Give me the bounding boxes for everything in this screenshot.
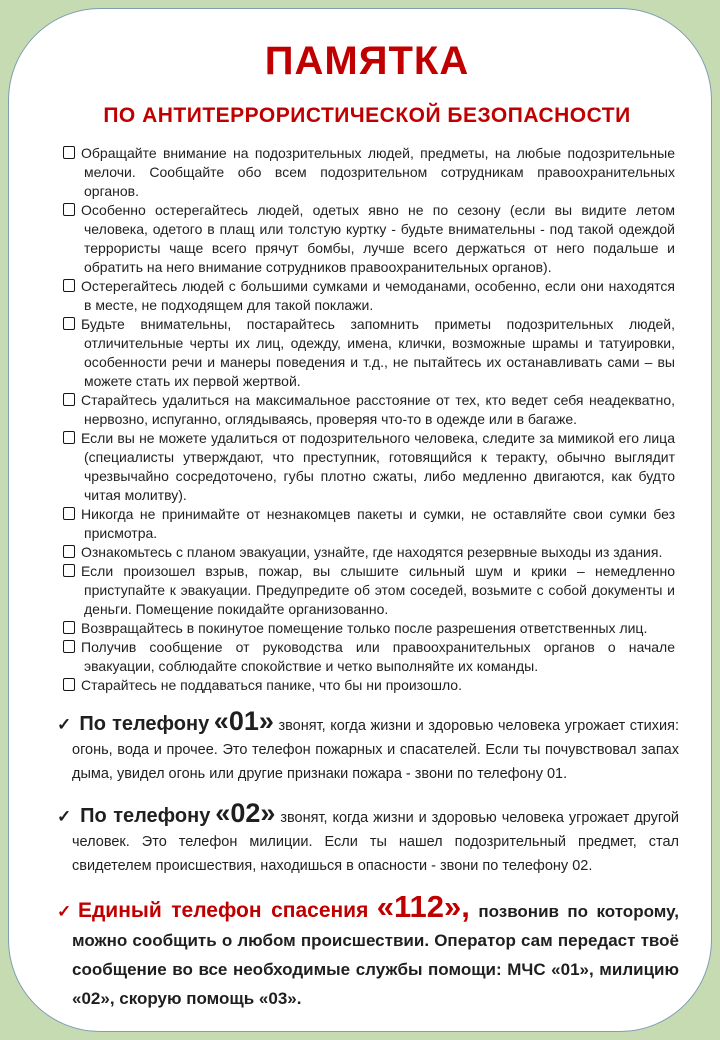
checklist-item-text: Если вы не можете удалиться от подозрительного человека, следите за мимикой его лица (специалисты утверждают, что преступник, готовящийся к теракту, обычно выглядит чрезвычайно сосредоточено, губы плотно сжаты, либо медленно двигаются, как будто читая молитву).: [81, 430, 675, 503]
page-title: ПАМЯТКА: [264, 39, 470, 83]
check-icon: ✓: [57, 715, 72, 734]
phone-item-112: [57, 889, 679, 1013]
checklist-item: [63, 619, 675, 638]
phone-text: звонят, когда жизни и здоровью человека угрожает другой человек. Это телефон милиции. Если ты нашел подозрительный предмет, стал свидетелем происшествия, находишься в опасности - звони по телефону 02.: [72, 809, 680, 874]
checkbox-icon: [63, 564, 75, 577]
phone-number: «02»: [215, 797, 276, 828]
checklist: [55, 144, 679, 695]
checklist-item: [63, 144, 675, 201]
checklist-item: [63, 277, 675, 315]
checklist-item-text: Особенно остерегайтесь людей, одетых явно не по сезону (если вы видите летом человека, одетого в плащ или толстую куртку - будьте внимательны - под такой одеждой террористы чаще всего прячут бомбы, лучше всего держаться от него подальше и обратить на него внимание сотрудников правоохранительных органов).: [81, 202, 675, 275]
checkbox-icon: [63, 317, 75, 330]
checklist-item: [63, 391, 675, 429]
checkbox-icon: [63, 507, 75, 520]
checklist-item-text: Старайтесь не поддаваться панике, что бы ни произошло.: [81, 677, 462, 693]
check-icon: ✓: [57, 806, 73, 826]
phone-text: позвонив по которому, можно сообщить о любом происшествии. Оператор сам передаст твоё сообщение во все необходимые службы помощи: МЧС «01», милицию «02», скорую помощь «03».: [72, 902, 679, 1008]
checkbox-icon: [63, 678, 75, 691]
checklist-item-text: Если произошел взрыв, пожар, вы слышите сильный шум и крики – немедленно приступайте к эвакуации. Предупредите об этом соседей, возьмите с собой документы и деньги. Помещение покидайте организованно.: [81, 563, 675, 617]
phone-item-01: [57, 706, 680, 786]
checklist-item-text: Ознакомьтесь с планом эвакуации, узнайте, где находятся резервные выходы из здания.: [81, 544, 663, 560]
phone-prefix: Единый телефон спасения: [77, 899, 369, 922]
checkbox-icon: [63, 146, 75, 159]
phone-text: звонят, когда жизни и здоровью человека угрожает стихия: огонь, вода и прочее. Это телефон пожарных и спасателей. Если ты почувствовал запах дыма, увидел огонь или другие признаки пожара - звони по телефону 01.: [72, 718, 680, 782]
checklist-item-text: Обращайте внимание на подозрительных людей, предметы, на любые подозрительные мелочи. Сообщайте обо всем подозрительном сотрудникам правоохранительных органов.: [81, 145, 675, 199]
checklist-item-text: Будьте внимательны, постарайтесь запомнить приметы подозрительных людей, отличительные черты их лиц, одежду, имена, клички, возможные шрамы и татуировки, особенности речи и манеры поведения и т.д., не пытайтесь их останавливать сами – вы можете стать их первой жертвой.: [81, 316, 675, 389]
checklist-item: [63, 676, 675, 695]
checklist-item-text: Старайтесь удалиться на максимальное расстояние от тех, кто ведет себя неадекватно, нервозно, испуганно, оглядываясь, проверяя что-то в одежде или в багаже.: [81, 392, 675, 427]
checkbox-icon: [63, 279, 75, 292]
phone-section: [55, 706, 680, 1013]
phone-number: «01»: [213, 706, 274, 736]
checklist-item-text: Получив сообщение от руководства или правоохранительных органов о начале эвакуации, соблюдайте спокойствие и четко выполняйте их команды.: [81, 639, 675, 674]
checklist-item: [63, 315, 675, 391]
phone-prefix: По телефону: [79, 713, 210, 735]
phone-prefix: По телефону: [80, 804, 211, 827]
checklist-item-text: Остерегайтесь людей с большими сумками и чемоданами, особенно, если они находятся в месте, не подходящем для такой поклажи.: [81, 278, 675, 313]
checkbox-icon: [63, 545, 75, 558]
checkbox-icon: [63, 431, 75, 444]
phone-number: «112»,: [376, 889, 470, 924]
checklist-item: [63, 505, 675, 543]
checkbox-icon: [63, 640, 75, 653]
checklist-item-text: Возвращайтесь в покинутое помещение только после разрешения ответственных лиц.: [81, 620, 648, 636]
checklist-item: [63, 562, 675, 619]
checkbox-icon: [63, 203, 75, 216]
checklist-item: [63, 201, 675, 277]
checkbox-icon: [63, 393, 75, 406]
page-subtitle: ПО АНТИТЕРРОРИСТИЧЕСКОЙ БЕЗОПАСНОСТИ: [103, 104, 631, 127]
check-icon: ✓: [57, 902, 75, 921]
checklist-item: [63, 429, 675, 505]
checklist-item: [63, 543, 675, 562]
checklist-item: [63, 638, 675, 676]
phone-item-02: [57, 797, 680, 878]
memo-card: [8, 8, 712, 1032]
checklist-item-text: Никогда не принимайте от незнакомцев пакеты и сумки, не оставляйте свои сумки без присмотра.: [81, 506, 675, 541]
checkbox-icon: [63, 621, 75, 634]
